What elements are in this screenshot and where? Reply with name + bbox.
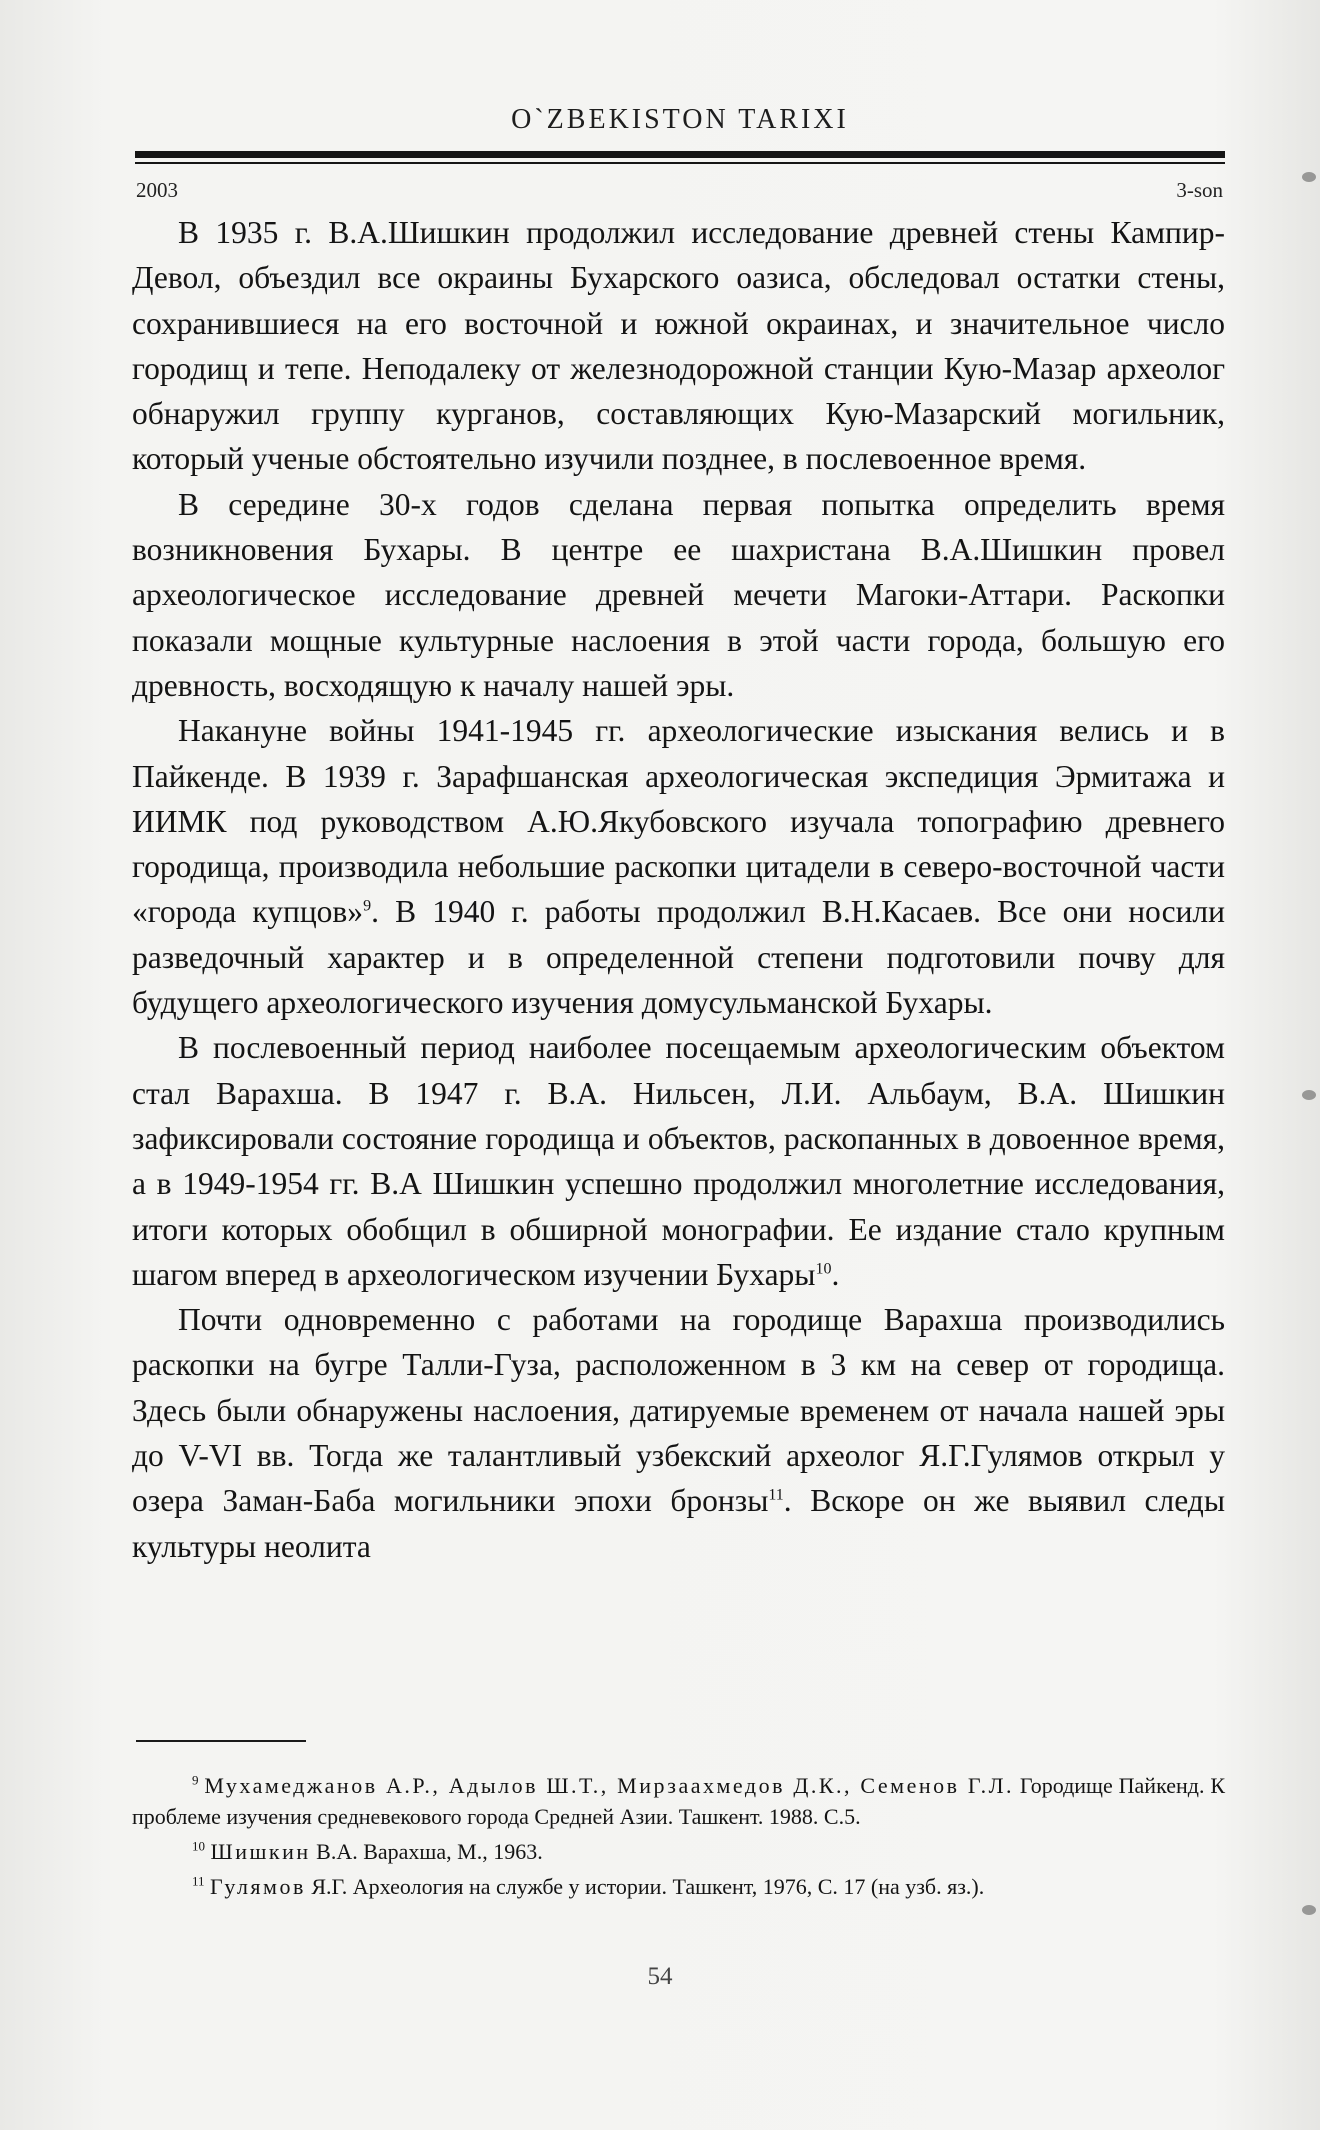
binding-hole-mark bbox=[1302, 1090, 1316, 1100]
article-body bbox=[132, 210, 1225, 1569]
paragraph: В середине 30-х годов сделана первая попытка определить время возникновения Бухары. В центре ее шахристана В.А.Шишкин провел археологическое исследование древней мечети Магоки-Аттари. Раскопки показали мощные культурные наслоения в этой части города, большую его древность, восходящую к началу нашей эры. bbox=[132, 486, 1225, 703]
footnote-author: Мухамеджанов А.Р., Адылов Ш.Т., Мирзаахмедов Д.К., Семенов Г.Л. bbox=[204, 1773, 1015, 1798]
footnote-author: Шишкин bbox=[210, 1839, 311, 1864]
footnote-ref[interactable]: 10 bbox=[815, 1260, 832, 1278]
header-year: 2003 bbox=[136, 178, 178, 202]
paragraph: Накануне войны 1941-1945 гг. археологические изыскания велись и в Пайкенде. В 1939 г. Зарафшанская археологическая экспедиция Эрмитажа и ИИМК под руководством А.Ю.Якубовского изучала топографию древнего городища, производила небольшие раскопки цитадели в северо-восточной части «города купцов»$^9$. В 1940 г. работы продолжил В.Н.Касаев. Все они носили разведочный характер и в определенной степени подготовили почву для будущего археологического изучения домусульманской Бухары. bbox=[132, 713, 1225, 1021]
binding-hole-mark bbox=[1302, 172, 1316, 182]
binding-hole-mark bbox=[1302, 1905, 1316, 1915]
footnote-ref[interactable]: 11 bbox=[768, 1486, 784, 1504]
footnote-ref[interactable]: 9 bbox=[363, 897, 372, 915]
footnote bbox=[132, 1836, 1225, 1867]
footnote bbox=[132, 1770, 1225, 1832]
footnote bbox=[132, 1871, 1225, 1902]
header-rule-thin bbox=[135, 162, 1225, 164]
header-rule-thick bbox=[135, 151, 1225, 158]
footnote-number: 11 bbox=[192, 1873, 205, 1889]
footnote-separator bbox=[136, 1740, 306, 1742]
footnote-author: Гулямов bbox=[210, 1874, 306, 1899]
footnotes bbox=[132, 1770, 1225, 1906]
paragraph: В 1935 г. В.А.Шишкин продолжил исследование древней стены Кампир-Девол, объездил все окраины Бухарского оазиса, обследовал остатки стены, сохранившиеся на его восточной и южной окраинах, и значительное число городищ и тепе. Неподалеку от железнодорожной станции Кую-Мазар археолог обнаружил группу курганов, составляющих Кую-Мазарский могильник, который ученые обстоятельно изучили позднее, в послевоенное время. bbox=[132, 215, 1225, 477]
footnote-text: В.А. Варахша, М., 1963. bbox=[310, 1839, 543, 1864]
footnote-text: Я.Г. Археология на службе у истории. Ташкент, 1976, С. 17 (на узб. яз.). bbox=[305, 1874, 985, 1899]
paragraph: Почти одновременно с работами на городище Варахша производились раскопки на бугре Талли-Гуза, расположенном в 3 км на север от городища. Здесь были обнаружены наслоения, датируемые временем от начала нашей эры до V-VI вв. Тогда же талантливый узбекский археолог Я.Г.Гулямов открыл у озера Заман-Баба могильники эпохи бронзы$^{11}$. Вскоре он же выявил следы культуры неолита bbox=[132, 1302, 1225, 1564]
page-number: 54 bbox=[647, 1963, 673, 1990]
footnote-number: 10 bbox=[192, 1838, 205, 1854]
paragraph: В послевоенный период наиболее посещаемым археологическим объектом стал Варахша. В 1947 г. В.А. Нильсен, Л.И. Альбаум, В.А. Шишкин зафиксировали состояние городища и объектов, раскопанных в довоенное время, а в 1949-1954 гг. В.А Шишкин успешно продолжил многолетние исследования, итоги которых обобщил в обширной монографии. Ее издание стало крупным шагом вперед в археологическом изучении Бухары$^{10}$. bbox=[132, 1030, 1225, 1292]
footnote-number: 9 bbox=[192, 1772, 199, 1788]
journal-title: O`ZBEKISTON TARIXI bbox=[511, 104, 849, 135]
footnote-text: Городище Пайкенд. К проблеме изучения средневекового города Средней Азии. Ташкент. 1988. С.5. bbox=[132, 1773, 1226, 1829]
header-issue: 3-son bbox=[1176, 178, 1223, 202]
